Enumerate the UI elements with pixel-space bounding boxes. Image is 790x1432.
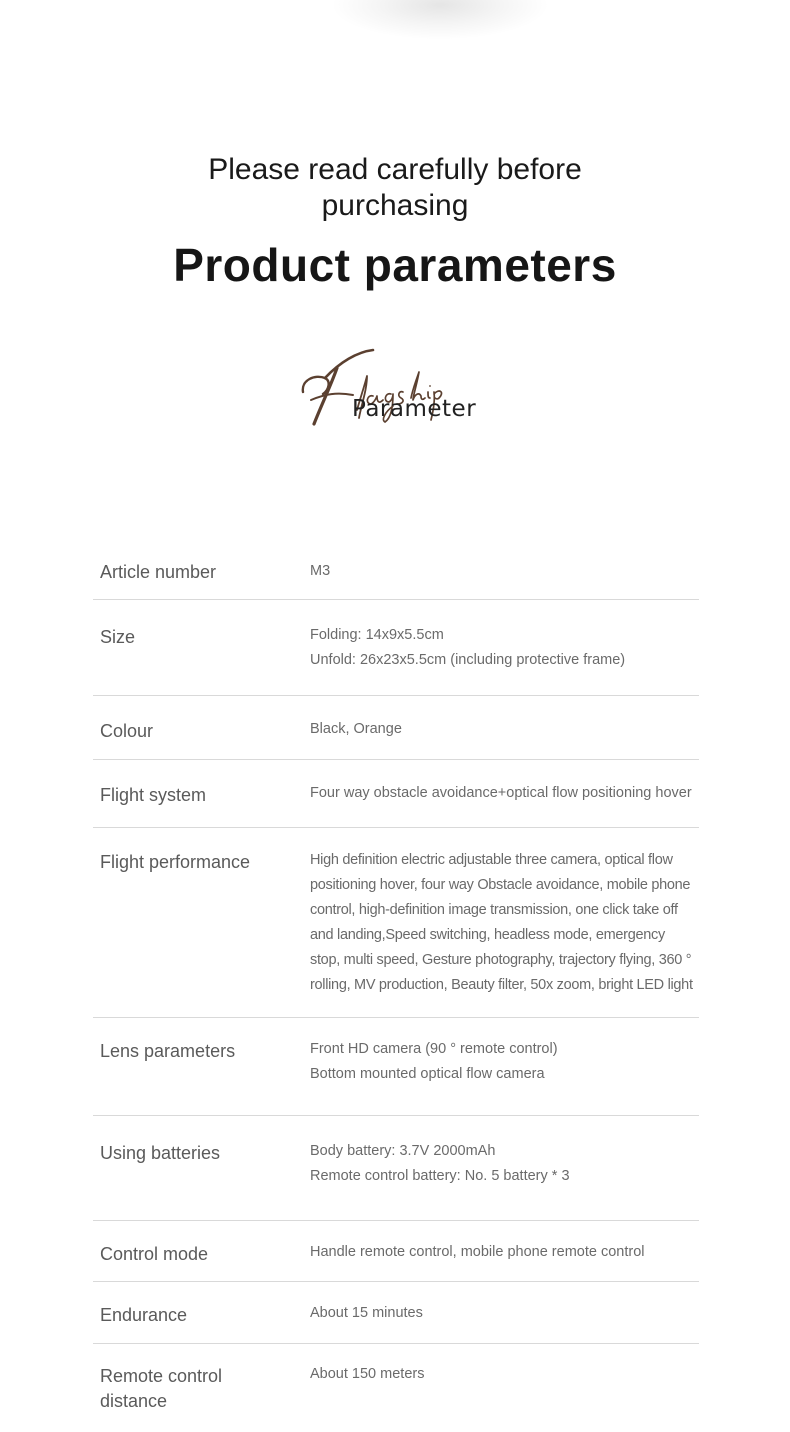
param-value-line: Black, Orange [310, 721, 402, 737]
param-value-line: High definition electric adjustable three camera, optical flow [310, 852, 673, 868]
param-row-lens-parameters [93, 1018, 699, 1116]
page-title: Product parameters [173, 239, 617, 291]
param-label: Endurance [100, 1305, 188, 1325]
notice-line-2: purchasing [321, 189, 469, 222]
param-value-line: M3 [310, 563, 331, 579]
param-value [310, 1240, 695, 1265]
parameter-table [93, 540, 699, 1424]
param-label: Lens parameters [100, 1041, 236, 1061]
param-value [310, 848, 695, 998]
param-value [310, 1301, 695, 1326]
top-shadow-decoration [330, 0, 550, 40]
param-value [310, 1362, 695, 1387]
param-value-line: Remote control battery: No. 5 battery * 3 [310, 1168, 570, 1184]
param-row-flight-performance [93, 828, 699, 1018]
param-label: Article number [100, 562, 217, 582]
param-value [310, 1037, 695, 1087]
param-value-line: rolling, MV production, Beauty filter, 50x zoom, bright LED light [310, 977, 693, 993]
param-label: Size [100, 627, 136, 647]
param-row-article-number [93, 540, 699, 600]
param-value-line: positioning hover, four way Obstacle avoidance, mobile phone [310, 877, 691, 893]
param-value-line: Unfold: 26x23x5.5cm (including protective frame) [310, 652, 626, 668]
param-value [310, 1139, 695, 1189]
param-row-control-mode [93, 1221, 699, 1282]
param-value-line: Front HD camera (90 ° remote control) [310, 1041, 558, 1057]
param-label: Flight system [100, 785, 207, 805]
param-value-line: About 150 meters [310, 1366, 425, 1382]
param-value [310, 623, 695, 673]
param-label: Flight performance [100, 852, 251, 872]
param-row-remote-control-distance [93, 1344, 699, 1424]
param-label: Using batteries [100, 1143, 221, 1163]
param-value [310, 781, 695, 806]
param-row-using-batteries [93, 1116, 699, 1221]
param-value-line: Handle remote control, mobile phone remote control [310, 1244, 645, 1260]
purchase-notice [0, 152, 790, 224]
param-value-line: and landing,Speed switching, headless mode, emergency [310, 927, 665, 943]
param-row-size [93, 600, 699, 696]
param-label [100, 1364, 290, 1414]
param-label: Control mode [100, 1244, 209, 1264]
param-label: Colour [100, 721, 154, 741]
param-value-line: Folding: 14x9x5.5cm [310, 627, 444, 643]
param-value-line: About 15 minutes [310, 1305, 423, 1321]
param-row-endurance [93, 1282, 699, 1344]
param-label-line: Remote control [100, 1366, 223, 1386]
param-value [310, 717, 695, 742]
logo-parameter-text: Parameter [352, 396, 477, 422]
param-value-line: Body battery: 3.7V 2000mAh [310, 1143, 496, 1159]
param-value-line: stop, multi speed, Gesture photography, trajectory flying, 360 ° [310, 952, 692, 968]
param-value [310, 559, 695, 584]
param-value-line: control, high-definition image transmission, one click take off [310, 902, 678, 918]
param-row-flight-system [93, 760, 699, 828]
notice-line-1: Please read carefully before [208, 153, 582, 186]
param-value-line: Bottom mounted optical flow camera [310, 1066, 545, 1082]
param-row-colour [93, 696, 699, 760]
param-value-line: Four way obstacle avoidance+optical flow positioning hover [310, 785, 692, 801]
param-label-line: distance [100, 1391, 168, 1411]
